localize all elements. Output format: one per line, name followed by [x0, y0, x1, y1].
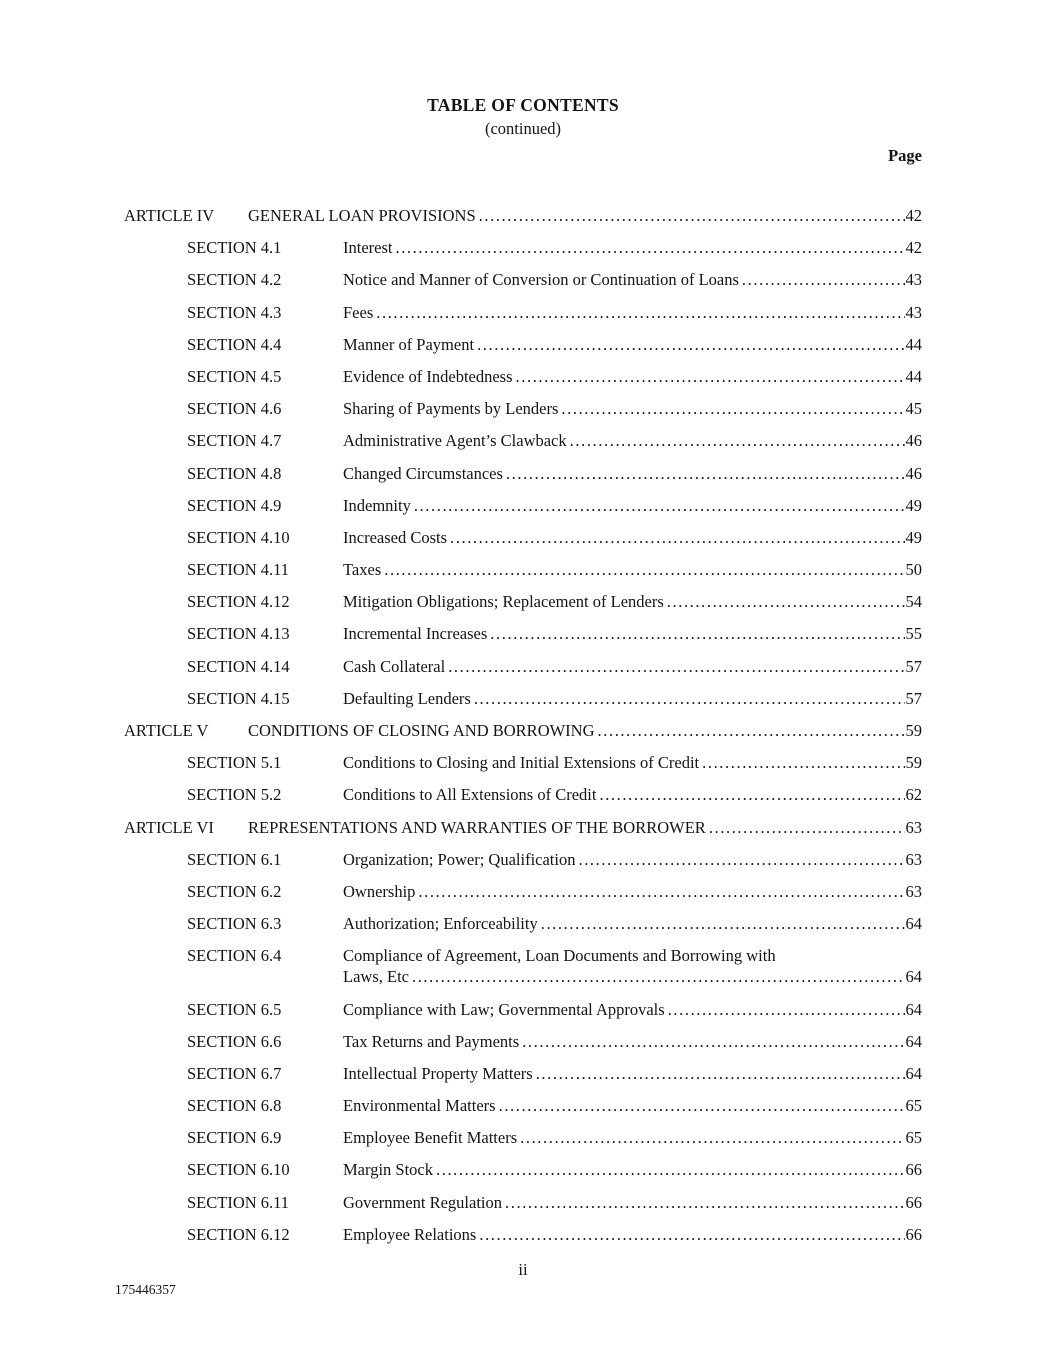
dot-leader: [598, 720, 905, 741]
toc-entry: [124, 817, 922, 838]
toc-entry-label: SECTION 4.10: [187, 527, 290, 547]
toc-entry: [124, 205, 922, 226]
dot-leader: [570, 430, 905, 451]
dot-leader: [474, 688, 905, 709]
dot-leader: [522, 1031, 904, 1052]
toc-entry: [124, 237, 922, 258]
toc-entry: [124, 720, 922, 741]
toc-entry-title: Changed Circumstances: [343, 463, 503, 483]
toc-entry-page: 65: [905, 1128, 922, 1148]
dot-leader: [541, 913, 905, 934]
toc-entry: [124, 999, 922, 1020]
dot-leader: [516, 366, 905, 387]
toc-entry-page: 63: [905, 849, 922, 869]
toc-entry: [124, 688, 922, 709]
dot-leader: [667, 591, 905, 612]
toc-entry-page: 44: [905, 334, 922, 354]
dot-leader: [414, 495, 905, 516]
toc-entry-label: ARTICLE VI: [124, 817, 214, 837]
toc-entry-page: 49: [905, 495, 922, 515]
toc-entry-page: 42: [905, 238, 922, 258]
toc-entry: [124, 656, 922, 677]
toc-entry: [124, 913, 922, 934]
toc-entry-title: Government Regulation: [343, 1192, 503, 1212]
toc-entry-page: 64: [905, 999, 922, 1019]
toc-entry-page: 45: [905, 399, 922, 419]
toc-entry: [124, 1063, 922, 1084]
toc-entry-label: SECTION 5.2: [187, 785, 282, 805]
toc-entry-label: SECTION 6.9: [187, 1128, 282, 1148]
footer-document-number: 175446357: [115, 1281, 176, 1297]
toc-entry-title: Manner of Payment: [343, 334, 475, 354]
toc-entry-title: Defaulting Lenders: [343, 688, 471, 708]
dot-leader: [384, 559, 904, 580]
toc-entry-title: Interest: [343, 238, 393, 258]
dot-leader: [561, 398, 904, 419]
toc-entry: [124, 881, 922, 902]
toc-entry-page: 64: [905, 914, 922, 934]
toc-entry-title: Intellectual Property Matters: [343, 1063, 533, 1083]
toc-entry-title: GENERAL LOAN PROVISIONS: [248, 206, 476, 225]
page-content: [115, 0, 922, 1298]
toc-entry-title: Compliance of Agreement, Loan Documents and Borrowing with: [343, 946, 776, 966]
dot-leader: [506, 463, 905, 484]
toc-entry-page: 54: [905, 592, 922, 612]
dot-leader: [505, 1192, 904, 1213]
toc-entry-label: ARTICLE IV: [124, 206, 215, 225]
toc-entry-page: 55: [905, 624, 922, 644]
toc-entry-title: Compliance with Law; Governmental Approvals: [343, 999, 665, 1019]
toc-entry-page: 43: [905, 270, 922, 290]
toc-entry-label: SECTION 4.4: [187, 334, 282, 354]
toc-entry-title: Indemnity: [343, 495, 411, 515]
toc-entry-page: 59: [905, 721, 922, 740]
dot-leader: [395, 237, 904, 258]
toc-entry: [124, 430, 922, 451]
toc-entry-title: Notice and Manner of Conversion or Continuation of Loans: [343, 270, 739, 290]
dot-leader: [436, 1159, 905, 1180]
toc-entry-title: Employee Benefit Matters: [343, 1128, 518, 1148]
toc-entry-page: 46: [905, 431, 922, 451]
toc-entry: [124, 591, 922, 612]
toc-entry-page: 66: [905, 1160, 922, 1180]
toc-entry-label: SECTION 5.1: [187, 753, 282, 773]
toc-entry-title: Margin Stock: [343, 1160, 433, 1180]
toc-entry-label: SECTION 4.13: [187, 624, 290, 644]
dot-leader: [418, 881, 904, 902]
dot-leader: [412, 966, 905, 987]
toc-entry-page: 62: [905, 785, 922, 805]
toc-entry: [124, 366, 922, 387]
toc-entry-label: SECTION 6.10: [187, 1160, 290, 1180]
dot-leader: [448, 656, 904, 677]
toc-entry-title: Cash Collateral: [343, 656, 446, 676]
toc-entry-title: Conditions to All Extensions of Credit: [343, 785, 597, 805]
toc-entry: [124, 784, 922, 805]
toc-entry-label: SECTION 4.1: [187, 238, 282, 258]
toc-entry-label: SECTION 6.7: [187, 1063, 282, 1083]
toc-entry-title: Taxes: [343, 560, 382, 580]
toc-entry-page: 43: [905, 302, 922, 322]
toc-entry: [124, 1095, 922, 1116]
dot-leader: [536, 1063, 905, 1084]
toc-entry-label: SECTION 6.11: [187, 1192, 290, 1212]
toc-entry: [124, 1127, 922, 1148]
toc-entry: [124, 495, 922, 516]
toc-entry-title: Environmental Matters: [343, 1096, 496, 1116]
toc-entry: [124, 945, 922, 987]
toc-entry-title: Incremental Increases: [343, 624, 488, 644]
toc-entry-page: 65: [905, 1096, 922, 1116]
toc-entry-title-block: [343, 945, 922, 987]
toc-entry-label: SECTION 4.3: [187, 302, 282, 322]
toc-entry-label: SECTION 6.6: [187, 1031, 282, 1051]
dot-leader: [499, 1095, 905, 1116]
toc-entry-title: Administrative Agent’s Clawback: [343, 431, 567, 451]
dot-leader: [599, 784, 904, 805]
document-subtitle: (continued): [484, 119, 562, 138]
toc-entry-label: SECTION 6.1: [187, 849, 282, 869]
toc-entry-page: 50: [905, 560, 922, 580]
toc-entry: [124, 1224, 922, 1245]
toc-entry-title: Authorization; Enforceability: [343, 914, 538, 934]
toc-entry-page: 57: [905, 656, 922, 676]
toc-entry-page: 66: [905, 1192, 922, 1212]
toc-entry-title: REPRESENTATIONS AND WARRANTIES OF THE BORROWER: [248, 817, 706, 837]
toc-entry-page: 66: [905, 1224, 922, 1244]
toc-entry: [124, 623, 922, 644]
toc-entry: [124, 752, 922, 773]
toc-entry-label: SECTION 4.8: [187, 463, 282, 483]
toc-entry: [124, 463, 922, 484]
toc-entry-page: 42: [905, 206, 922, 225]
toc-entry-label: SECTION 4.7: [187, 431, 282, 451]
toc-entry-page: 46: [905, 463, 922, 483]
toc-entry-title: CONDITIONS OF CLOSING AND BORROWING: [248, 721, 595, 740]
toc-entry-label: ARTICLE V: [124, 721, 209, 740]
toc-entry-label: SECTION 4.9: [187, 495, 282, 515]
dot-leader: [376, 302, 904, 323]
toc-entry-title: Mitigation Obligations; Replacement of Lenders: [343, 592, 664, 612]
dot-leader: [578, 849, 904, 870]
dot-leader: [477, 334, 904, 355]
toc-entry-title: Tax Returns and Payments: [343, 1031, 520, 1051]
toc-entry-label: SECTION 4.12: [187, 592, 290, 612]
toc-entry-title: Organization; Power; Qualification: [343, 849, 576, 869]
toc-entry: [124, 1031, 922, 1052]
dot-leader: [742, 269, 905, 290]
toc-entry-title: Employee Relations: [343, 1224, 477, 1244]
toc-entry-label: SECTION 4.15: [187, 688, 290, 708]
dot-leader: [702, 752, 904, 773]
toc-entry-label: SECTION 6.5: [187, 999, 282, 1019]
toc-entry-page: 64: [905, 1063, 922, 1083]
dot-leader: [709, 817, 905, 838]
toc-entry-label: SECTION 6.12: [187, 1224, 290, 1244]
toc-entry: [124, 302, 922, 323]
document-title: TABLE OF CONTENTS: [427, 95, 619, 115]
toc-entry: [124, 1159, 922, 1180]
toc-entry-label: SECTION 6.4: [187, 946, 282, 966]
toc-entry-page: 64: [905, 967, 922, 987]
dot-leader: [668, 999, 905, 1020]
toc-entry: [124, 398, 922, 419]
toc-entry-label: SECTION 4.11: [187, 560, 290, 580]
footer-page-number: ii: [518, 1259, 528, 1279]
dot-leader: [479, 1224, 904, 1245]
toc-entry-title: Sharing of Payments by Lenders: [343, 399, 559, 419]
dot-leader: [479, 205, 905, 226]
toc-entry: [124, 334, 922, 355]
toc-entry-label: SECTION 6.8: [187, 1096, 282, 1116]
toc-entry-label: SECTION 6.3: [187, 914, 282, 934]
toc-entry: [124, 269, 922, 290]
dot-leader: [450, 527, 904, 548]
toc-entry-title-continued: Laws, Etc: [343, 967, 409, 987]
toc-entry-label: SECTION 4.14: [187, 656, 290, 676]
toc-entry-page: 44: [905, 366, 922, 386]
toc-entry-title-continuation-line: [343, 966, 922, 987]
toc-list: [124, 205, 922, 1245]
toc-entry-page: 63: [905, 881, 922, 901]
toc-entry-page: 49: [905, 527, 922, 547]
page-column-label: Page: [888, 146, 922, 165]
toc-entry: [124, 1192, 922, 1213]
toc-entry: [124, 849, 922, 870]
toc-entry-label: SECTION 4.6: [187, 399, 282, 419]
toc-entry: [124, 559, 922, 580]
toc-entry-title: Increased Costs: [343, 527, 448, 547]
dot-leader: [520, 1127, 904, 1148]
toc-entry-title: Fees: [343, 302, 374, 322]
toc-entry-title: Evidence of Indebtedness: [343, 366, 513, 386]
toc-entry-page: 64: [905, 1031, 922, 1051]
toc-entry-title: Conditions to Closing and Initial Extensions of Credit: [343, 753, 700, 773]
toc-entry-label: SECTION 6.2: [187, 881, 282, 901]
toc-entry-page: 63: [905, 817, 922, 837]
toc-entry: [124, 527, 922, 548]
toc-entry-title: Ownership: [343, 881, 416, 901]
toc-entry-page: 59: [905, 753, 922, 773]
toc-entry-label: SECTION 4.2: [187, 270, 282, 290]
toc-entry-page: 57: [905, 688, 922, 708]
toc-entry-label: SECTION 4.5: [187, 366, 282, 386]
dot-leader: [490, 623, 904, 644]
